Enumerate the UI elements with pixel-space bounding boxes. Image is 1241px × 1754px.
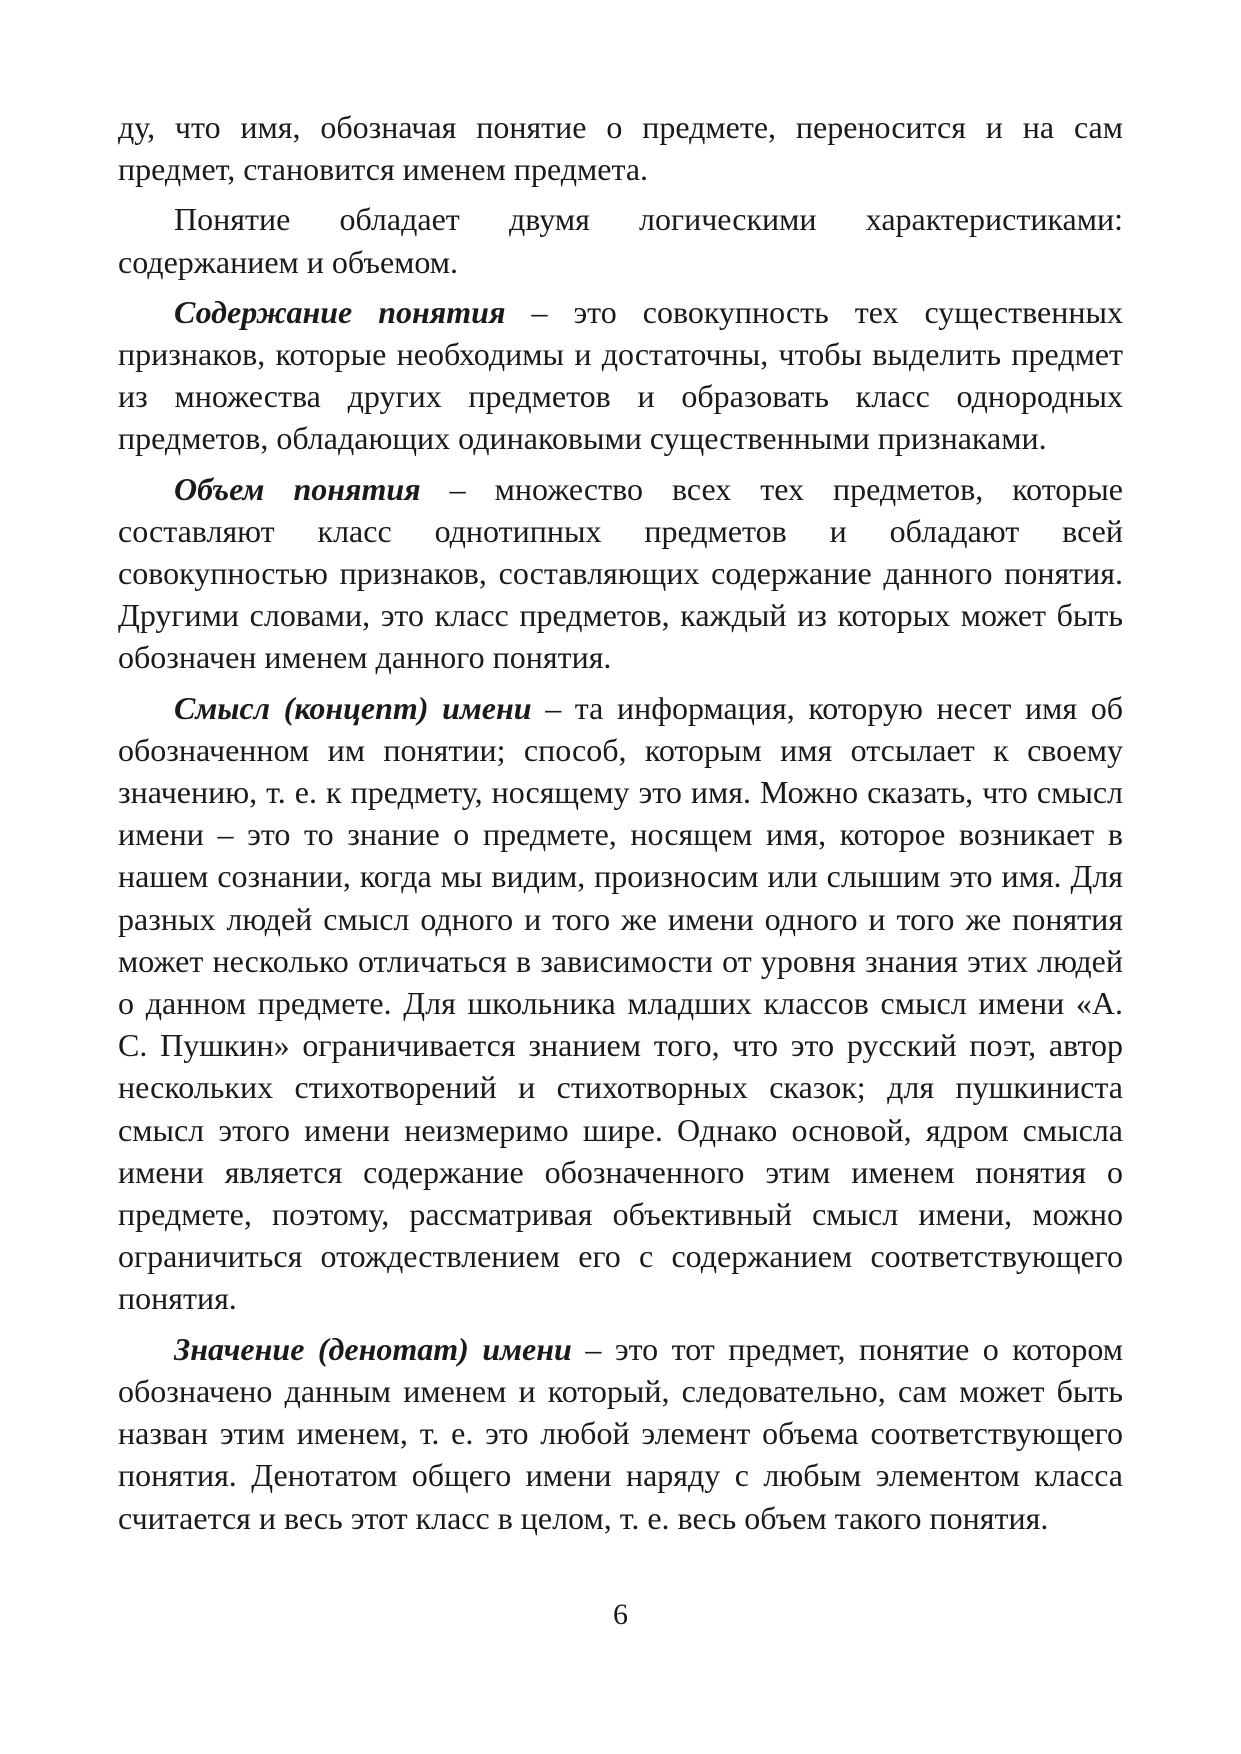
page-body xyxy=(118,106,1123,1547)
term-sense: Смысл (концепт) имени xyxy=(174,689,532,726)
paragraph-text: Понятие обладает двумя логическими характеристиками: содержанием и объемом. xyxy=(118,201,1123,280)
paragraph-content-definition xyxy=(118,291,1123,460)
paragraph-continuation xyxy=(118,106,1123,190)
page-number: 6 xyxy=(613,1598,628,1631)
paragraph-text: – это тот предмет, понятие о котором обозначено данным именем и который, следовательно, сам может быть назван этим именем, т. е. это любой элемент объема соответствующего понятия. Денотатом общего имени наряду с любым элементом класса считается и весь этот класс в целом, т. е. весь объем такого понятия. xyxy=(118,1330,1124,1536)
paragraph-sense-definition xyxy=(118,687,1123,1320)
paragraph-characteristics xyxy=(118,198,1123,282)
paragraph-scope-definition xyxy=(118,468,1123,679)
paragraph-text: – это совокупность тех существенных признаков, которые необходимы и достаточны, чтобы выделить предмет из множества других предметов и образовать класс однородных предметов, обладающих одинаковыми существенными признаками. xyxy=(118,293,1124,457)
term-denotation: Значение (денотат) имени xyxy=(174,1330,572,1367)
term-scope: Объем понятия xyxy=(174,470,421,507)
paragraph-text: ду, что имя, обозначая понятие о предмете, переносится и на сам предмет, становится именем предмета. xyxy=(118,109,1123,188)
paragraph-denotation-definition xyxy=(118,1328,1123,1539)
paragraph-text: – множество всех тех предметов, которые составляют класс однотипных предметов и обладают всей совокупностью признаков, составляющих содержание данного понятия. Другими словами, это класс предметов, каждый из которых может быть обозначен именем данного понятия. xyxy=(118,470,1124,676)
paragraph-text: – та информация, которую несет имя об обозначенном им понятии; способ, которым имя отсылает к своему значению, т. е. к предмету, носящему это имя. Можно сказать, что смысл имени – это то знание о предмете, носящем имя, которое возникает в нашем сознании, когда мы видим, произносим или слышим это имя. Для разных людей смысл одного и того же имени одного и того же понятия может несколько отличаться в зависимости от уровня знания этих людей о данном предмете. Для школьника младших классов смысл имени «А. С. Пушкин» ограничивается знанием того, что это русский поэт, автор нескольких стихотворений и стихотворных сказок; для пушкиниста смысл этого имени неизмеримо шире. Однако основой, ядром смысла имени является содержание обозначенного этим именем понятия о предмете, поэтому, рассматривая объективный смысл имени, можно ограничиться отождествлением его с содержанием соответствующего понятия. xyxy=(118,689,1124,1317)
term-content: Содержание понятия xyxy=(174,293,506,330)
